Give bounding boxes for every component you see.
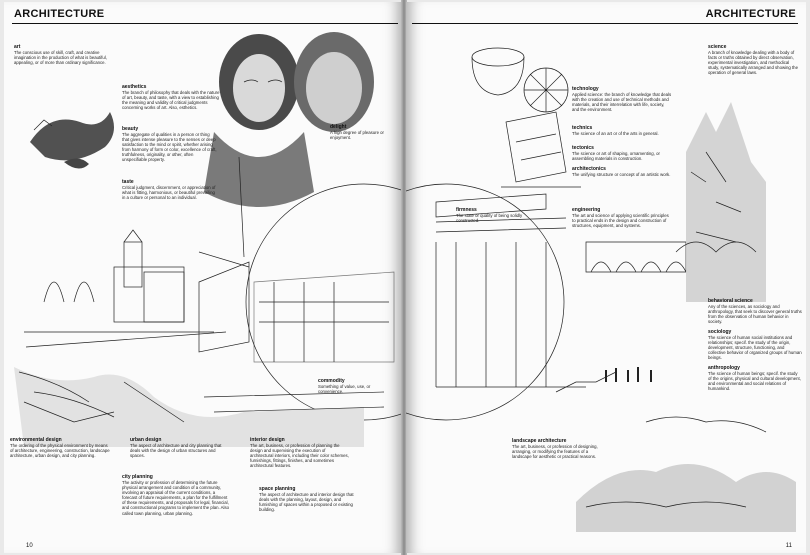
entry-sociology bbox=[708, 329, 802, 360]
entry-term: technology bbox=[572, 86, 599, 92]
entry-technics bbox=[572, 125, 672, 136]
entry-art bbox=[14, 44, 109, 65]
right-page-number: 11 bbox=[785, 543, 792, 549]
entry-urban-design bbox=[130, 437, 225, 458]
entry-definition: Something of value, use, or convenience. bbox=[318, 384, 371, 395]
entry-interior-design bbox=[250, 437, 350, 468]
entry-definition: The art and science of applying scientific principles to practical ends in the design and construction of structures, equipment, and systems. bbox=[572, 213, 669, 229]
entry-environmental-design bbox=[10, 437, 112, 458]
entry-term: science bbox=[708, 44, 727, 50]
church-piazza-illustration bbox=[24, 230, 226, 347]
entry-beauty bbox=[122, 126, 218, 163]
entry-term: art bbox=[14, 44, 21, 50]
entry-behavioral-science bbox=[708, 298, 802, 324]
entry-firmness bbox=[456, 207, 538, 223]
entry-definition: The science or art of shaping, ornamenting, or assembling materials in construction. bbox=[572, 151, 660, 162]
left-page-number: 10 bbox=[26, 543, 33, 549]
coastal-landscape-illustration bbox=[576, 417, 796, 532]
entry-term: city planning bbox=[122, 474, 153, 480]
right-running-header: ARCHITECTURE bbox=[705, 8, 796, 20]
right-illustrations bbox=[406, 2, 806, 553]
entry-term: delight bbox=[330, 124, 347, 130]
entry-term: technics bbox=[572, 125, 593, 131]
entry-term: firmness bbox=[456, 207, 477, 213]
entry-taste bbox=[122, 179, 218, 200]
entry-tectonics bbox=[572, 145, 672, 161]
entry-definition: Critical judgment, discernment, or appreciation of what is fitting, harmonious, or beautiful prevailing in a culture or personal to an individual. bbox=[122, 185, 216, 201]
entry-anthropology bbox=[708, 365, 802, 391]
entry-commodity bbox=[318, 378, 390, 394]
entry-term: aesthetics bbox=[122, 84, 147, 90]
entry-definition: The branch of philosophy that deals with the nature of art, beauty, and taste, with a view to establishing the meaning and validity of critical judgments concerning works of art. Also, esthetics. bbox=[122, 90, 220, 111]
entry-engineering bbox=[572, 207, 672, 228]
left-running-header: ARCHITECTURE bbox=[14, 8, 105, 20]
entry-term: beauty bbox=[122, 126, 139, 132]
entry-definition: The state or quality of being solidly constructed. bbox=[456, 213, 523, 224]
pottery-and-wheel-illustration bbox=[472, 48, 568, 112]
entry-term: urban design bbox=[130, 437, 162, 443]
entry-definition: The ordering of the physical environment by means of architecture, engineering, construction, landscape architecture, urban design, and city planning. bbox=[10, 443, 110, 459]
entry-technology bbox=[572, 86, 672, 112]
entry-term: interior design bbox=[250, 437, 285, 443]
entry-term: tectonics bbox=[572, 145, 594, 151]
entry-term: landscape architecture bbox=[512, 438, 567, 444]
entry-term: architectonics bbox=[572, 166, 606, 172]
entry-term: commodity bbox=[318, 378, 345, 384]
entry-term: behavioral science bbox=[708, 298, 753, 304]
entry-definition: The aspect of architecture and interior design that deals with the planning, layout, design, and furnishing of spaces within a proposed or existing building. bbox=[259, 492, 354, 513]
entry-definition: A high degree of pleasure or enjoyment. bbox=[330, 130, 384, 141]
cave-painting-illustration bbox=[30, 112, 114, 169]
right-page bbox=[406, 2, 806, 553]
entry-term: space planning bbox=[259, 486, 296, 492]
left-page bbox=[4, 2, 402, 553]
mountain-landscape-illustration bbox=[676, 102, 766, 302]
entry-landscape-architecture bbox=[512, 438, 608, 459]
entry-definition: The science of human social institutions and relationships; specif. the study of the origin, development, structure, functioning, and collective behavior of organized groups of human beings. bbox=[708, 335, 802, 361]
entry-definition: Any of the sciences, as sociology and anthropology, that seek to discover general truths from the observation of human behavior in society. bbox=[708, 304, 802, 325]
entry-city-planning bbox=[122, 474, 230, 516]
entry-definition: The science of human beings; specif. the study of the origins, physical and cultural development, and environmental and social relations of humankind. bbox=[708, 371, 801, 392]
entry-term: environmental design bbox=[10, 437, 62, 443]
entry-science bbox=[708, 44, 800, 75]
entry-definition: The conscious use of skill, craft, and creative imagination in the production of what is beautiful, appealing, or of more than ordinary significance. bbox=[14, 50, 107, 66]
entry-definition: Applied science: the branch of knowledge that deals with the creation and use of technical methods and materials, and their interrelation with life, society, and the environment. bbox=[572, 92, 672, 113]
aqueduct-illustration bbox=[586, 242, 686, 272]
entry-definition: The art, business, or profession of planning the design and supervising the execution of architectural interiors, including their color schemes, furnishings, fittings, finishes, and sometimes architectural features. bbox=[250, 443, 349, 469]
entry-definition: The unifying structure or concept of an artistic work. bbox=[572, 172, 671, 177]
street-perspective-illustration bbox=[199, 262, 394, 362]
entry-definition: The science of an art or of the arts in general. bbox=[572, 131, 659, 136]
entry-term: sociology bbox=[708, 329, 732, 335]
entry-delight bbox=[330, 124, 398, 140]
scaffold-illustration bbox=[501, 112, 581, 187]
entry-aesthetics bbox=[122, 84, 222, 110]
entry-term: taste bbox=[122, 179, 134, 185]
people-silhouettes-illustration bbox=[606, 367, 651, 382]
entry-definition: The aggregate of qualities in a person or thing that gives intense pleasure to the senses or deep satisfaction to the mind or spirit, whether arising from harmony of form or color, excellence of craft, truthfulness, originality, or other, often unspecifiable property. bbox=[122, 132, 217, 163]
portrait-illustration bbox=[204, 32, 374, 207]
entry-architectonics bbox=[572, 166, 672, 177]
entry-definition: The aspect of architecture and city planning that deals with the design of urban structures and spaces. bbox=[130, 443, 222, 459]
entry-definition: The activity or profession of determining the future physical arrangement and condition of a community, involving an appraisal of the current conditions, a forecast of future requirements, a plan for the fulfillment of these requirements, and proposals for legal, financial, and constructional programs to implement the plan. Also called town planning, urban planning. bbox=[122, 480, 230, 516]
entry-definition: A branch of knowledge dealing with a body of facts or truths obtained by direct observation, experimental investigation, and methodical study, systematically arranged and showing the operation of general laws. bbox=[708, 50, 798, 76]
entry-term: anthropology bbox=[708, 365, 740, 371]
entry-term: engineering bbox=[572, 207, 601, 213]
entry-space-planning bbox=[259, 486, 359, 512]
entry-definition: The art, business, or profession of designing, arranging, or modifying the features of a landscape for aesthetic or practical reasons. bbox=[512, 444, 598, 460]
